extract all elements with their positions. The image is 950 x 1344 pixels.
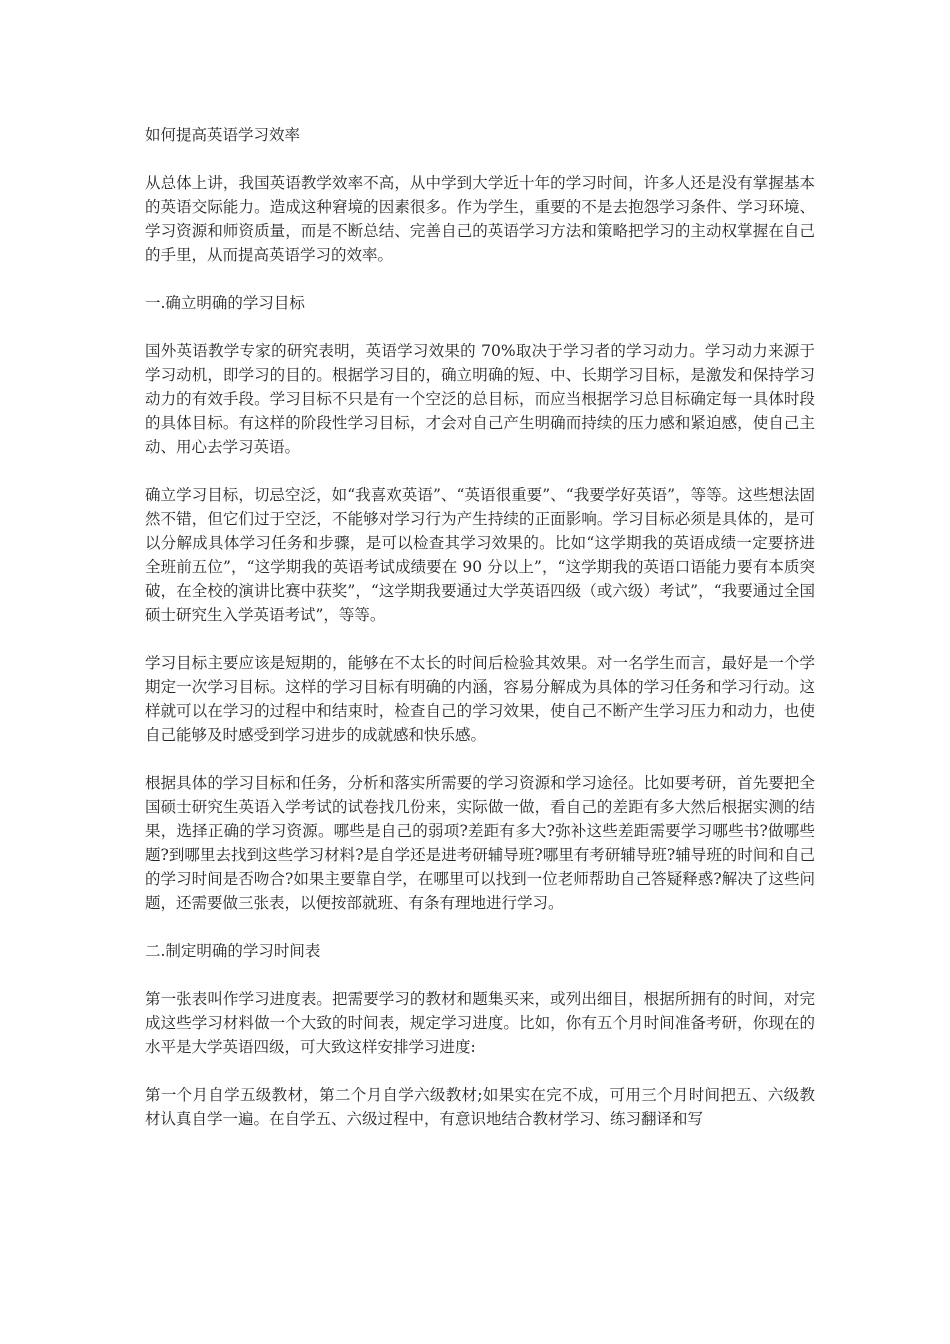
document-page	[145, 123, 815, 1155]
section-heading-2: 二.制定明确的学习时间表	[145, 942, 321, 960]
paragraph: 学习目标主要应该是短期的，能够在不太长的时间后检验其效果。对一名学生而言，最好是一个学期定一次学习目标。这样的学习目标有明确的内涵，容易分解成为具体的学习任务和学习行动。这样就可以在学习的过程中和结束时，检查自己的学习效果，使自己不断产生学习压力和动力，也使自己能够及时感受到学习进步的成就感和快乐感。	[145, 654, 815, 744]
paragraph: 根据具体的学习目标和任务，分析和落实所需要的学习资源和学习途径。比如要考研，首先要把全国硕士研究生英语入学考试的试卷找几份来，实际做一做，看自己的差距有多大然后根据实测的结果，选择正确的学习资源。哪些是自己的弱项?差距有多大?弥补这些差距需要学习哪些书?做哪些题?到哪里去找到这些学习材料?是自学还是进考研辅导班?哪里有考研辅导班?辅导班的时间和自己的学习时间是否吻合?如果主要靠自学，在哪里可以找到一位老师帮助自己答疑释惑?解决了这些问题，还需要做三张表，以便按部就班、有条有理地进行学习。	[145, 774, 815, 912]
paragraph: 第一个月自学五级教材，第二个月自学六级教材;如果实在完不成，可用三个月时间把五、六级教材认真自学一遍。在自学五、六级过程中，有意识地结合教材学习、练习翻译和写	[145, 1086, 815, 1128]
paragraph: 第一张表叫作学习进度表。把需要学习的教材和题集买来，或列出细目，根据所拥有的时间，对完成这些学习材料做一个大致的时间表，规定学习进度。比如，你有五个月时间准备考研，你现在的水平是大学英语四级，可大致这样安排学习进度:	[145, 990, 815, 1056]
paragraph: 确立学习目标，切忌空泛，如“我喜欢英语”、“英语很重要”、“我要学好英语”，等等。这些想法固然不错，但它们过于空泛，不能够对学习行为产生持续的正面影响。学习目标必须是具体的，是可以分解成具体学习任务和步骤，是可以检查其学习效果的。比如“这学期我的英语成绩一定要挤进全班前五位”，“这学期我的英语考试成绩要在 90 分以上”，“这学期我的英语口语能力要有本质突破，在全校的演讲比赛中获奖”，“这学期我要通过大学英语四级（或六级）考试”，“我要通过全国硕士研究生入学英语考试”，等等。	[145, 486, 815, 624]
intro-paragraph: 从总体上讲，我国英语教学效率不高，从中学到大学近十年的学习时间，许多人还是没有掌握基本的英语交际能力。造成这种窘境的因素很多。作为学生，重要的不是去抱怨学习条件、学习环境、学习资源和师资质量，而是不断总结、完善自己的英语学习方法和策略把学习的主动权掌握在自己的手里，从而提高英语学习的效率。	[145, 174, 815, 264]
paragraph: 国外英语教学专家的研究表明，英语学习效果的 70%取决于学习者的学习动力。学习动力来源于学习动机，即学习的目的。根据学习目的，确立明确的短、中、长期学习目标，是激发和保持学习动力的有效手段。学习目标不只是有一个空泛的总目标，而应当根据学习总目标确定每一具体时段的具体目标。有这样的阶段性学习目标，才会对自己产生明确而持续的压力感和紧迫感，使自己主动、用心去学习英语。	[145, 342, 815, 456]
document-title: 如何提高英语学习效率	[145, 126, 301, 144]
section-heading-1: 一.确立明确的学习目标	[145, 294, 305, 312]
